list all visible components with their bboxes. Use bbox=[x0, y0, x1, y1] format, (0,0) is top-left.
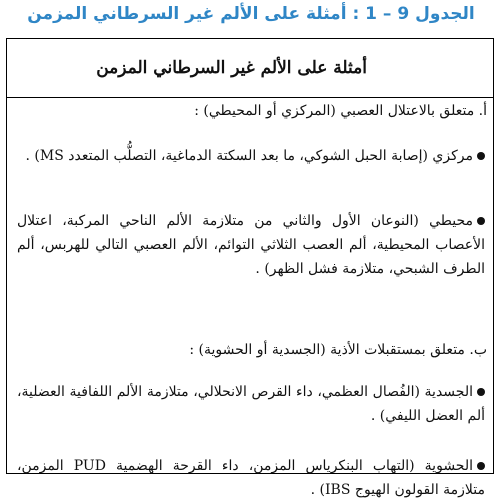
bullet-icon bbox=[477, 462, 485, 470]
section-heading-nociceptive: ب. متعلق بمستقبلات الأذية (الجسدية أو الحشوية) : bbox=[189, 342, 487, 358]
bullet-icon bbox=[477, 152, 485, 160]
bullet-icon bbox=[477, 217, 485, 225]
table-body-cell bbox=[7, 97, 493, 498]
list-item-visceral bbox=[17, 454, 485, 502]
table-header-title: أمثلة على الألم غير السرطاني المزمن bbox=[96, 58, 367, 78]
table-header-cell bbox=[7, 39, 493, 98]
list-item-text: الحشوية (التهاب البنكرياس المزمن، داء القرحة الهضمية PUD المزمن، متلازمة القولون الهيوج IBS) . bbox=[17, 458, 485, 498]
list-item-somatic bbox=[17, 380, 485, 428]
table-caption: الجدول 9 – 1 : أمثلة على الألم غير السرطاني المزمن bbox=[27, 4, 475, 24]
list-item-text: مركزي (إصابة الحبل الشوكي، ما بعد السكتة الدماغية، التصلُّب المتعدد MS) . bbox=[25, 148, 473, 164]
list-item-text: الجسدية (الفُصال العظمي، داء القرص الانحلالي، متلازمة الألم اللفافية العضلية، ألم العضل الليفي) . bbox=[17, 384, 485, 424]
section-heading-neuropathic: أ. متعلق بالاعتلال العصبي (المركزي أو المحيطي) : bbox=[194, 103, 487, 119]
list-item-peripheral bbox=[17, 209, 485, 281]
bullet-icon bbox=[477, 388, 485, 396]
examples-table bbox=[6, 38, 494, 498]
list-item-text: محيطي (النوعان الأول والثاني من متلازمة الألم الناحي المركبة، اعتلال الأعصاب المحيطية، ألم العصب الثلاثي التوائم، الألم العصبي التالي للهربس، ألم الطرف الشبحي، متلازمة فشل الظهر) . bbox=[17, 213, 485, 277]
list-item-central bbox=[17, 144, 485, 168]
